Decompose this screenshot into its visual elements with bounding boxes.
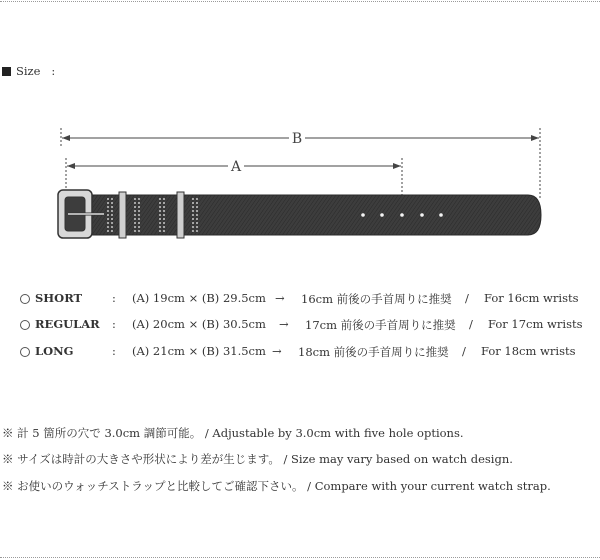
strap-hole <box>400 213 404 217</box>
strap-diagram <box>0 120 600 245</box>
dimension-b <box>61 128 540 198</box>
note-size-variation: ※ サイズは時計の大きさや形状により差が生じます。 / Size may vary based on watch design. <box>2 452 513 466</box>
dimension-b-label: B <box>291 131 303 147</box>
size-heading-label: Size <box>16 64 41 78</box>
option-name: SHORT <box>35 291 83 305</box>
arrow-right-icon: → <box>272 344 282 358</box>
radio-circle-icon[interactable] <box>20 294 30 304</box>
top-dotted-rule <box>0 1 600 2</box>
option-colon: : <box>112 317 116 331</box>
strap-hole <box>361 213 365 217</box>
arrowhead-right-icon <box>393 163 401 169</box>
option-separator: / <box>469 317 473 331</box>
option-japanese-note: 18cm 前後の手首周りに推奨 <box>298 345 449 359</box>
option-name: REGULAR <box>35 317 100 331</box>
option-english-note: For 17cm wrists <box>488 317 583 331</box>
option-english-note: For 18cm wrists <box>481 344 576 358</box>
arrowhead-right-icon <box>531 135 539 141</box>
radio-circle-icon[interactable] <box>20 347 30 357</box>
note-compare-strap: ※ お使いのウォッチストラップと比較してご確認下さい。 / Compare with your current watch strap. <box>2 479 551 493</box>
size-heading-colon: : <box>51 64 56 78</box>
option-long[interactable] <box>20 344 590 364</box>
bottom-dotted-rule <box>0 557 600 558</box>
keeper-loop-1 <box>119 192 126 238</box>
size-heading <box>2 64 55 78</box>
option-separator: / <box>462 344 466 358</box>
nato-strap-illustration <box>58 190 541 238</box>
option-japanese-note: 17cm 前後の手首周りに推奨 <box>305 318 456 332</box>
square-bullet-icon <box>2 67 11 76</box>
radio-circle-icon[interactable] <box>20 320 30 330</box>
option-dimensions: (A) 21cm × (B) 31.5cm <box>132 344 266 358</box>
arrowhead-left-icon <box>67 163 75 169</box>
option-dimensions: (A) 20cm × (B) 30.5cm <box>132 317 266 331</box>
option-regular[interactable] <box>20 317 590 337</box>
option-separator: / <box>465 291 469 305</box>
strap-hole <box>439 213 443 217</box>
arrow-right-icon: → <box>279 317 289 331</box>
option-colon: : <box>112 344 116 358</box>
strap-hole <box>380 213 384 217</box>
option-japanese-note: 16cm 前後の手首周りに推奨 <box>301 292 452 306</box>
arrowhead-left-icon <box>62 135 70 141</box>
dimension-a-label: A <box>230 159 242 175</box>
strap-hole <box>420 213 424 217</box>
option-colon: : <box>112 291 116 305</box>
option-english-note: For 16cm wrists <box>484 291 579 305</box>
option-name: LONG <box>35 344 74 358</box>
keeper-loop-2 <box>177 192 184 238</box>
option-dimensions: (A) 19cm × (B) 29.5cm <box>132 291 266 305</box>
arrow-right-icon: → <box>275 291 285 305</box>
option-short[interactable] <box>20 291 590 311</box>
note-adjustable: ※ 計 5 箇所の穴で 3.0cm 調節可能。 / Adjustable by 3.0cm with five hole options. <box>2 426 464 440</box>
